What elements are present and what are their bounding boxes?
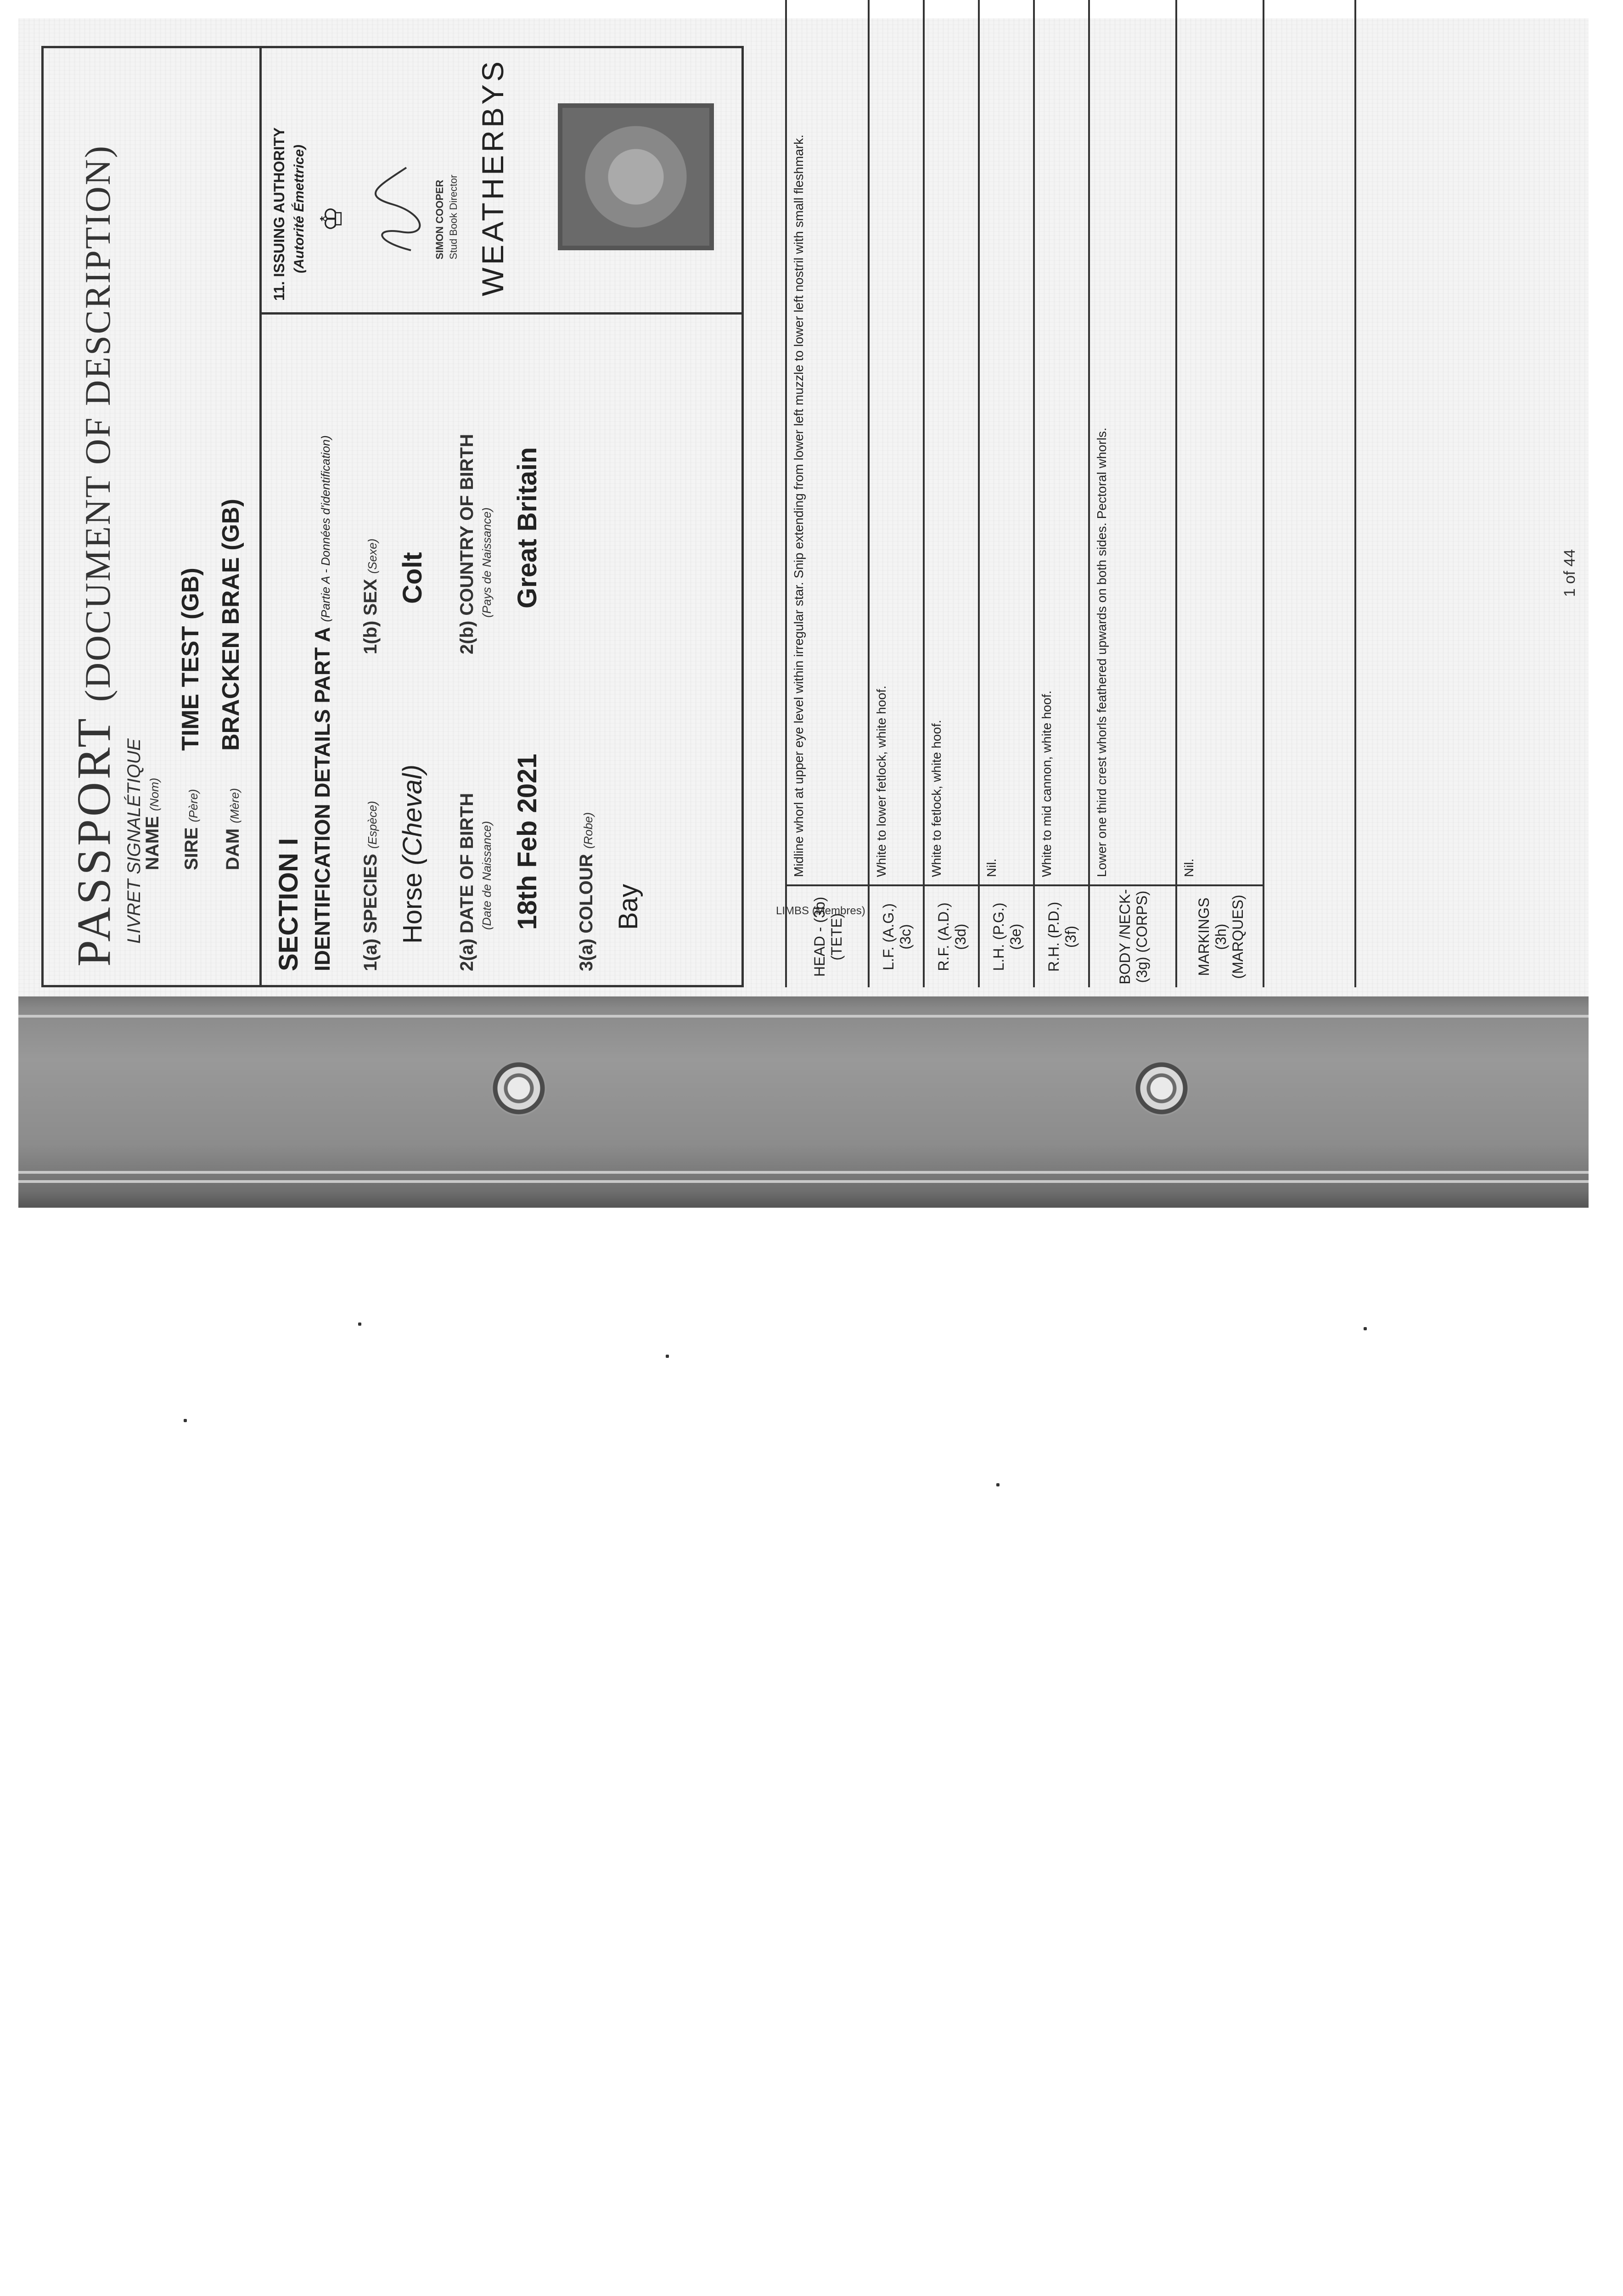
species-label: 1(a) SPECIES (Espèce) — [360, 801, 381, 971]
passport-title — [67, 145, 121, 967]
row-label: BODY /NECK- (3g) (CORPS) — [1090, 884, 1177, 987]
sire-value: TIME TEST (GB) — [177, 568, 204, 751]
row-text: White to fetlock, white hoof. — [929, 720, 943, 877]
name-label: NAME (Nom) — [142, 777, 163, 870]
binding-edge — [18, 1171, 1589, 1174]
dam-label: DAM (Mère) — [223, 788, 243, 870]
row-text: White to mid cannon, white hoof. — [1039, 690, 1054, 877]
hologram-seal — [558, 103, 714, 250]
table-row — [785, 0, 870, 987]
scan-speck — [184, 1419, 187, 1422]
row-label: R.H. (P.D.) (3f) — [1035, 884, 1090, 987]
title-sub: (DOCUMENT OF DESCRIPTION) — [78, 144, 118, 702]
sex-value: Colt — [398, 552, 427, 604]
row-text: Lower one third crest whorls feathered upwards on both sides. Pectoral whorls. — [1095, 428, 1109, 877]
authority-divider — [259, 312, 741, 315]
signatory-name: SIMON COOPER — [434, 180, 445, 259]
signatory-role: Stud Book Director — [448, 174, 459, 259]
dob-value: 18th Feb 2021 — [512, 754, 542, 930]
row-text: Nil. — [1182, 858, 1196, 877]
table-row — [1175, 0, 1264, 987]
row-text: Nil. — [984, 858, 999, 877]
country-label-fr: (Pays de Naissance) — [480, 507, 494, 618]
binding-edge — [18, 1180, 1589, 1183]
table-row — [868, 0, 925, 987]
title-main: PASSPORT — [67, 716, 120, 967]
row-text: White to lower fetlock, white hoof. — [874, 685, 888, 877]
scan-speck — [996, 1483, 1000, 1486]
livret-label: LIVRET SIGNALÉTIQUE — [124, 738, 144, 944]
table-row — [923, 0, 980, 987]
scan-speck — [666, 1355, 669, 1358]
header-divider — [259, 48, 262, 985]
table-row — [1088, 0, 1177, 987]
page-number: 1 of 44 — [1561, 549, 1578, 597]
limbs-label: LIMBS (Membres) — [776, 905, 865, 917]
species-value: Horse (Cheval) — [398, 764, 427, 944]
authority-title: 11. ISSUING AUTHORITY — [271, 127, 287, 301]
row-label: MARKINGS (3h) (MARQUES) — [1177, 884, 1264, 987]
weatherbys-logo: WEATHERBYS — [476, 58, 510, 296]
dob-label: 2(a) DATE OF BIRTH — [457, 793, 477, 971]
grommet-left — [491, 1061, 546, 1116]
row-label: HEAD - (3b) (TETE) — [787, 884, 870, 987]
description-table — [776, 0, 1575, 987]
dob-label-fr: (Date de Naissance) — [480, 821, 494, 930]
dam-value: BRACKEN BRAE (GB) — [218, 499, 244, 751]
row-text: Midline whorl at upper eye level within irregular star. Snip extending from lower left muzzle to lower left nostril with small fleshmark. — [792, 135, 806, 877]
colour-value: Bay — [613, 884, 643, 930]
row-label: L.H. (P.G.) (3e) — [980, 884, 1035, 987]
authority-title-fr: (Autorité Émettrice) — [292, 144, 307, 273]
table-rule — [1354, 0, 1356, 987]
sire-label: SIRE (Père) — [181, 789, 202, 870]
binding-edge — [18, 1015, 1589, 1018]
section-subtitle: IDENTIFICATION DETAILS PART A (Partie A - Données d'identification) — [310, 435, 334, 971]
passport-card — [41, 46, 744, 987]
binding-strip — [18, 996, 1589, 1208]
table-row — [1033, 0, 1090, 987]
scan-speck — [1364, 1327, 1367, 1330]
crown-icon: ♔ — [315, 205, 348, 232]
colour-label: 3(a) COLOUR (Robe) — [576, 812, 596, 971]
signature-icon — [360, 158, 429, 259]
section-title: SECTION I — [274, 838, 303, 971]
row-label: R.F. (A.D.) (3d) — [925, 884, 980, 987]
grommet-right — [1134, 1061, 1189, 1116]
row-label: L.F. (A.G.) (3c) — [870, 884, 925, 987]
sex-label: 1(b) SEX (Sexe) — [360, 538, 381, 654]
table-row — [978, 0, 1035, 987]
table-bottom-rule — [1263, 0, 1264, 987]
country-label: 2(b) COUNTRY OF BIRTH — [457, 434, 477, 654]
country-value: Great Britain — [512, 447, 542, 608]
passport-page — [41, 0, 1593, 987]
scan-speck — [358, 1322, 361, 1326]
